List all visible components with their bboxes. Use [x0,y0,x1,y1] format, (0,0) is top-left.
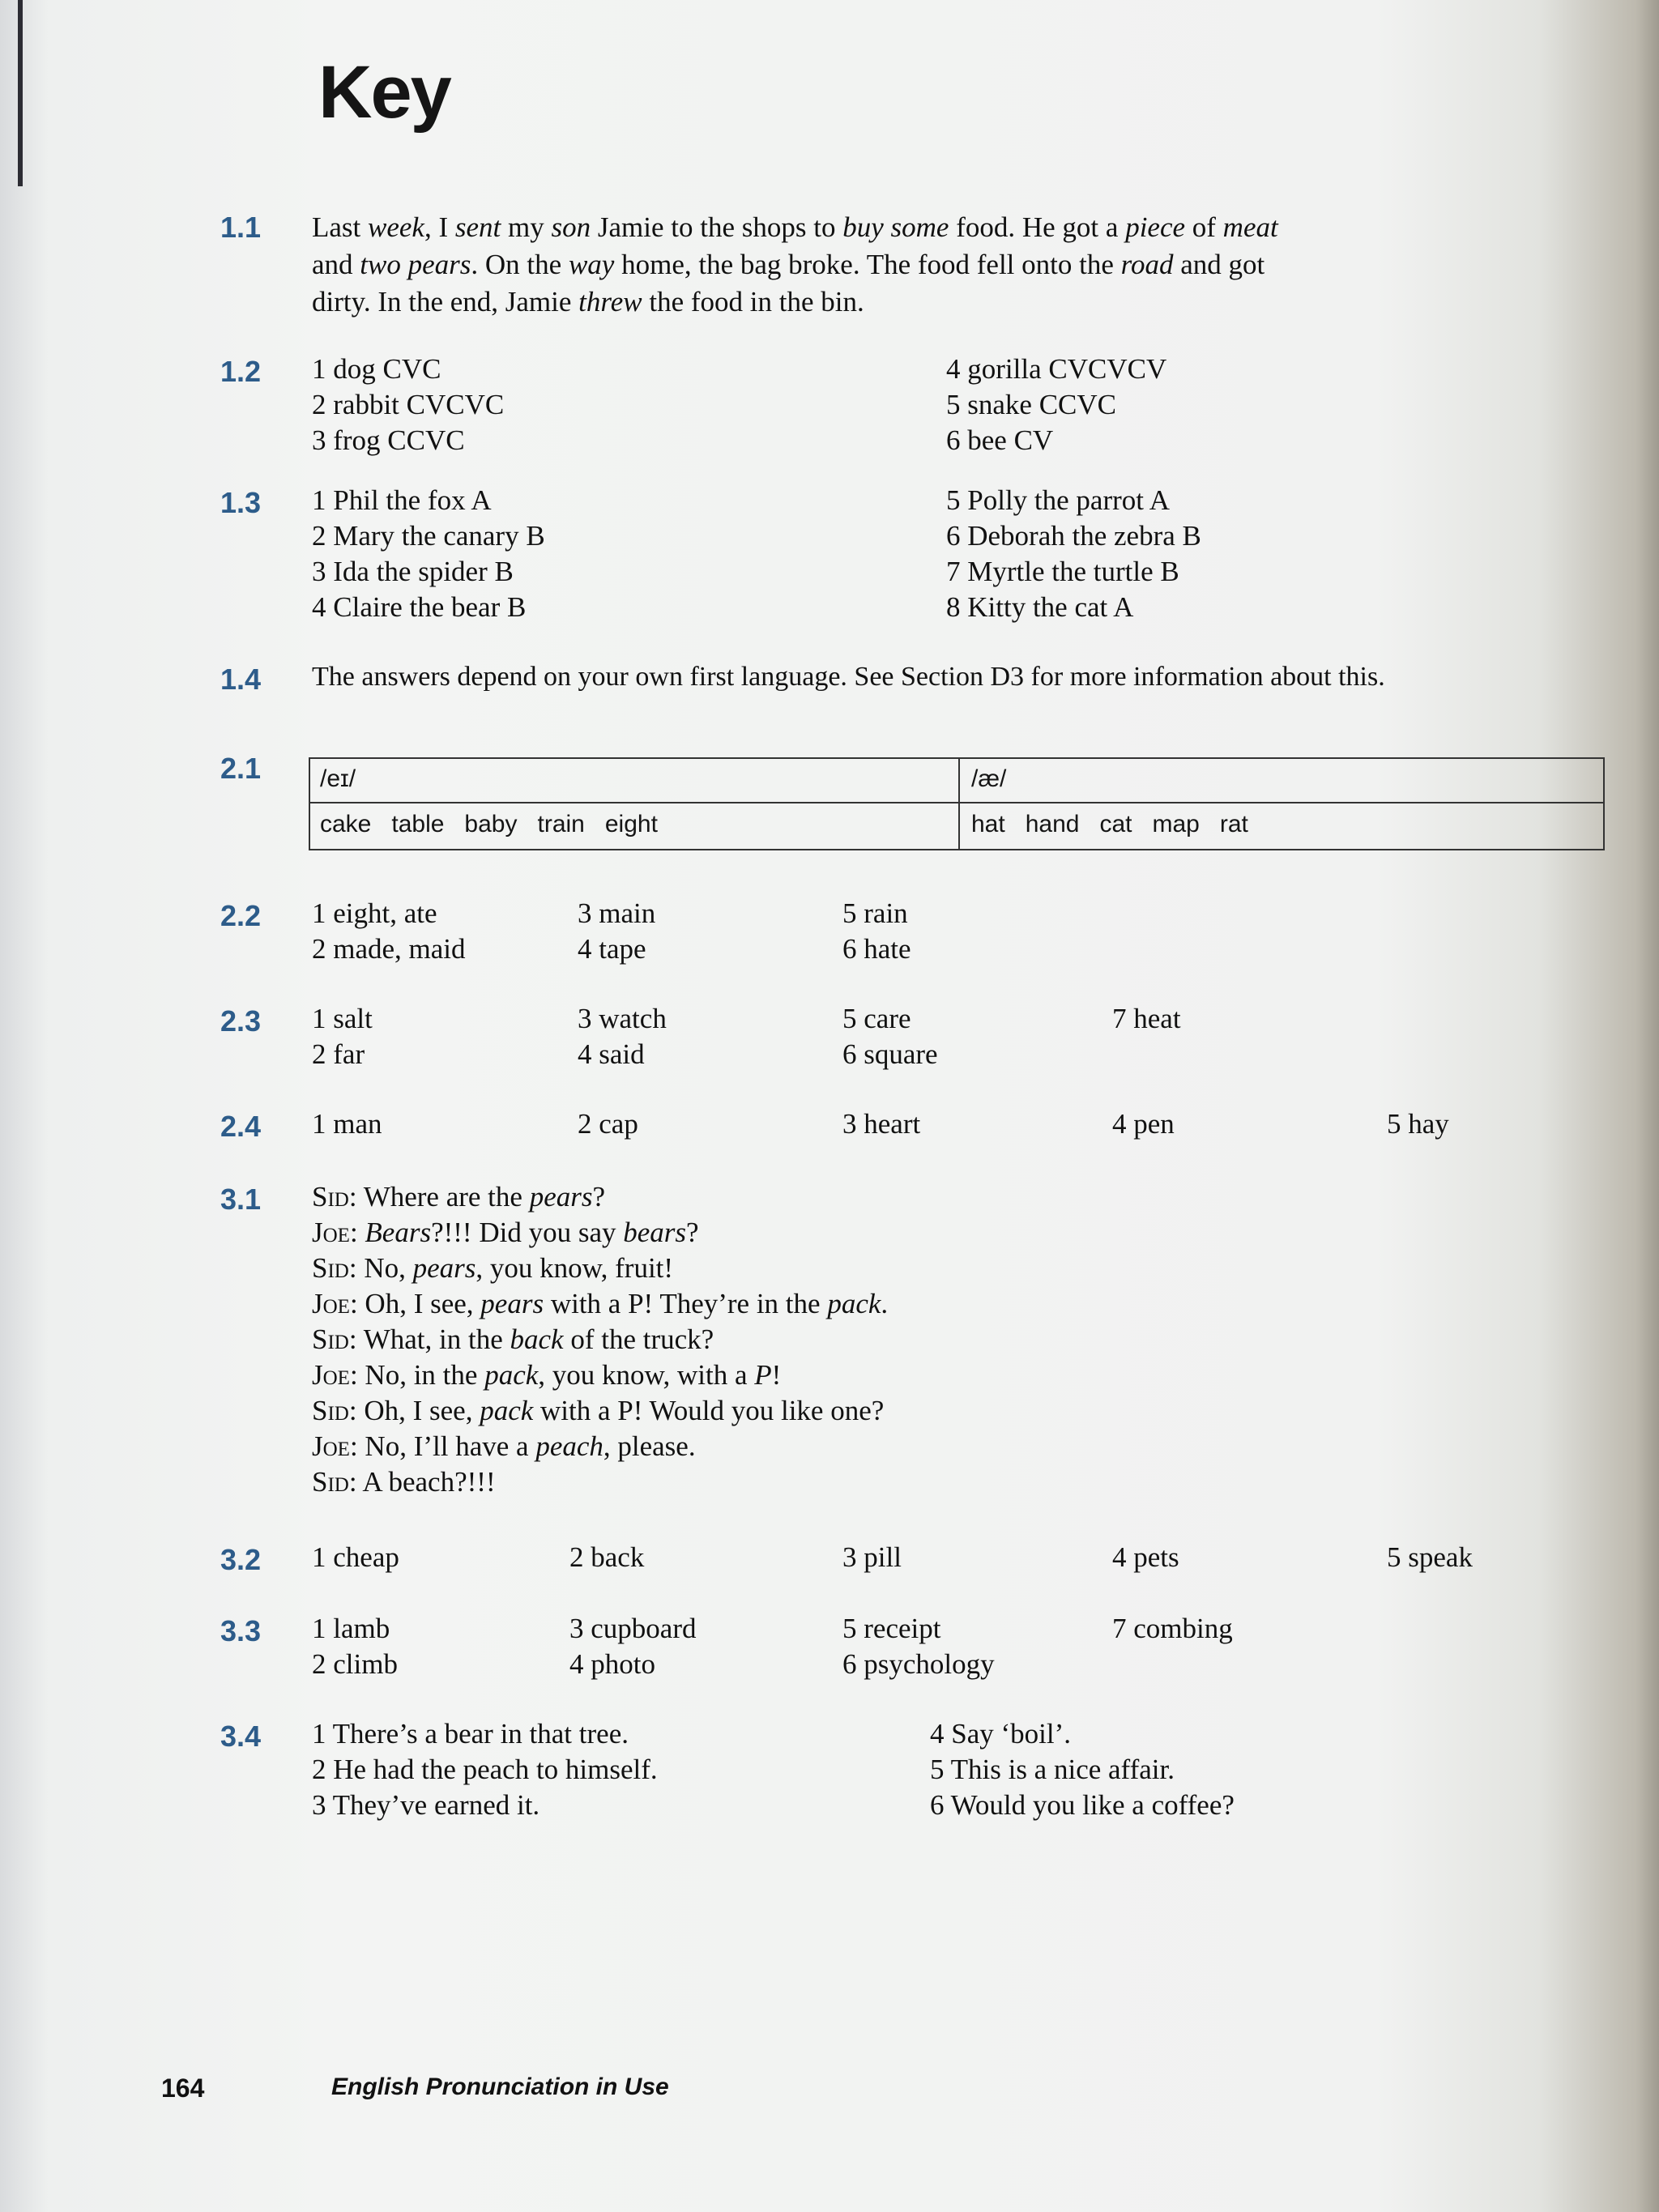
answer-item: 2 back [569,1541,645,1573]
page-number: 164 [161,2073,205,2103]
answer-item: 7 combing [1112,1613,1233,1644]
dialogue-line: Joe: No, I’ll have a peach, please. [312,1430,696,1462]
section-number-2-3: 2.3 [220,1004,262,1038]
section-number-3-1: 3.1 [220,1183,262,1216]
answer-item: 3 pill [842,1541,902,1573]
dialogue-line: Sid: No, pears, you know, fruit! [312,1252,674,1284]
section-number-3-2: 3.2 [220,1543,262,1576]
answer-item: 6 hate [842,933,911,965]
answer-item: 6 Would you like a coffee? [930,1789,1235,1821]
answer-item: 6 square [842,1038,938,1070]
dialogue-line: Joe: No, in the pack, you know, with a P! [312,1359,782,1391]
answer-item: 4 photo [569,1648,655,1680]
answer-item: 4 pets [1112,1541,1179,1573]
answer-item: 3 They’ve earned it. [312,1789,540,1821]
answer-item: 3 frog CCVC [312,424,465,456]
answer-item: 1 Phil the fox A [312,484,492,516]
table-header-ei: /eɪ/ [320,765,356,792]
answer-item: 6 psychology [842,1648,995,1680]
section-number-1-3: 1.3 [220,486,262,519]
answer-item: 8 Kitty the cat A [946,591,1134,623]
answer-1-1-line-1: Last week, I sent my son Jamie to the shops to buy some food. He got a piece of meat [312,211,1278,243]
book-title: English Pronunciation in Use [331,2073,669,2100]
answer-item: 7 heat [1112,1003,1181,1034]
answer-1-4-text: The answers depend on your own first language. See Section D3 for more information about this. [312,662,1385,692]
answer-item: 2 far [312,1038,365,1070]
table-divider [958,759,960,849]
answer-item: 6 bee CV [946,424,1054,456]
answer-item: 1 There’s a bear in that tree. [312,1718,629,1750]
dialogue-line: Joe: Bears?!!! Did you say bears? [312,1217,699,1248]
answer-item: 5 hay [1387,1108,1449,1140]
table-header-ae: /æ/ [971,765,1007,792]
answer-item: 5 snake CCVC [946,389,1116,420]
answer-item: 1 dog CVC [312,353,441,385]
answer-item: 3 Ida the spider B [312,556,514,587]
answer-item: 1 man [312,1108,382,1140]
answer-1-1-line-2: and two pears. On the way home, the bag broke. The food fell onto the road and got [312,249,1265,280]
answer-item: 1 cheap [312,1541,399,1573]
section-number-3-4: 3.4 [220,1720,262,1753]
dialogue-line: Sid: Where are the pears? [312,1181,606,1213]
table-divider [310,802,1603,803]
answer-item: 5 speak [1387,1541,1473,1573]
answer-item: 3 cupboard [569,1613,697,1644]
answer-item: 1 salt [312,1003,373,1034]
dialogue-line: Sid: Oh, I see, pack with a P! Would you like one? [312,1395,885,1426]
answer-item: 3 main [578,897,656,929]
answer-item: 5 Polly the parrot A [946,484,1171,516]
answer-item: 5 care [842,1003,911,1034]
answer-item: 2 Mary the canary B [312,520,545,552]
page-title: Key [318,51,450,134]
dialogue-line: Joe: Oh, I see, pears with a P! They’re in the pack. [312,1288,889,1319]
answer-item: 3 watch [578,1003,667,1034]
answer-item: 4 Claire the bear B [312,591,527,623]
answer-item: 7 Myrtle the turtle B [946,556,1179,587]
section-number-3-3: 3.3 [220,1614,262,1647]
answer-1-1-line-3: dirty. In the end, Jamie threw the food in the bin. [312,286,864,318]
answer-item: 4 said [578,1038,645,1070]
answer-item: 4 pen [1112,1108,1175,1140]
answer-item: 2 climb [312,1648,398,1680]
answer-item: 2 He had the peach to himself. [312,1754,658,1785]
answer-item: 5 rain [842,897,908,929]
dialogue-line: Sid: What, in the back of the truck? [312,1323,714,1355]
section-number-1-1: 1.1 [220,211,262,244]
answer-item: 5 This is a nice affair. [930,1754,1175,1785]
dialogue-line: Sid: A beach?!!! [312,1466,496,1498]
answer-item: 4 gorilla CVCVCV [946,353,1167,385]
answer-item: 5 receipt [842,1613,941,1644]
answer-1-1-paragraph [312,209,1559,321]
section-number-2-4: 2.4 [220,1110,262,1143]
section-number-2-1: 2.1 [220,752,262,785]
left-margin-rule [18,0,23,186]
answer-item: 6 Deborah the zebra B [946,520,1201,552]
answer-item: 1 eight, ate [312,897,437,929]
answer-item: 2 cap [578,1108,638,1140]
answer-item: 2 rabbit CVCVC [312,389,505,420]
answer-item: 3 heart [842,1108,921,1140]
section-number-1-4: 1.4 [220,663,262,696]
vowel-table [309,757,1605,850]
answer-item: 4 Say ‘boil’. [930,1718,1072,1750]
answer-item: 4 tape [578,933,646,965]
section-number-2-2: 2.2 [220,899,262,932]
table-cell-ei-words: cake table baby train eight [320,811,658,837]
table-cell-ae-words: hat hand cat map rat [971,811,1248,837]
answer-item: 2 made, maid [312,933,466,965]
answer-item: 1 lamb [312,1613,390,1644]
section-number-1-2: 1.2 [220,355,262,388]
